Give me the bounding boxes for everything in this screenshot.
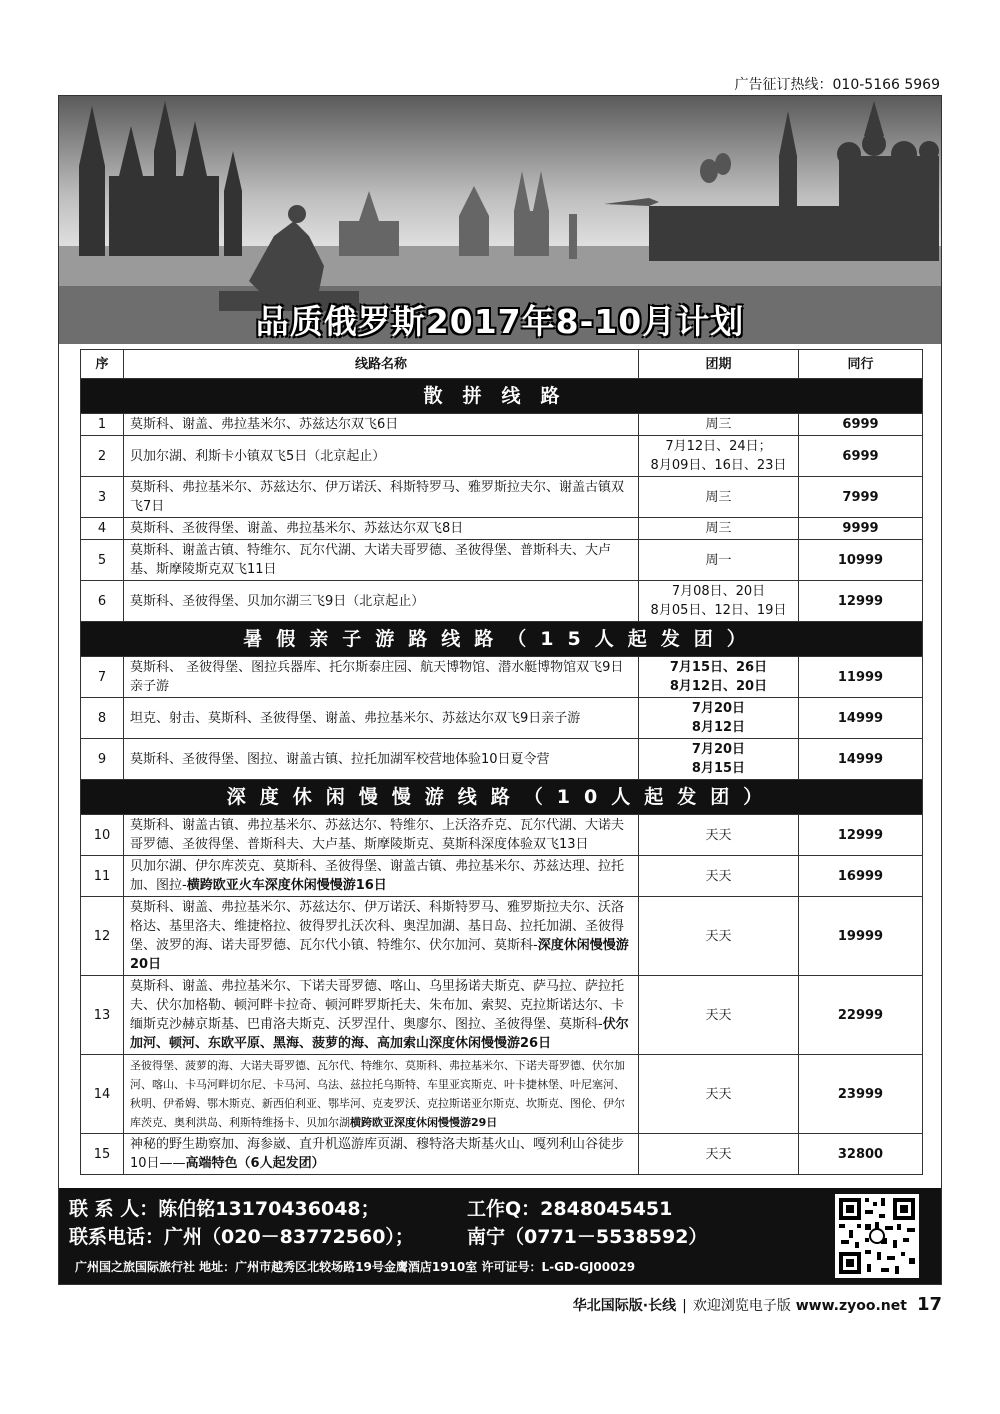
contact-line-1 — [69, 1194, 673, 1221]
route-name: 莫斯科、圣彼得堡、贝加尔湖三飞9日（北京起止） — [124, 581, 639, 622]
route-no: 10 — [81, 815, 124, 856]
table-row — [81, 856, 923, 897]
route-price: 14999 — [799, 739, 923, 780]
contact-bar — [59, 1188, 941, 1284]
period-line-1: 7月20日 — [691, 742, 746, 757]
route-no: 6 — [81, 581, 124, 622]
route-name — [124, 856, 639, 897]
ad-frame — [58, 95, 942, 1285]
route-name: 莫斯科、圣彼得堡、图拉、谢盖古镇、拉托加湖军校营地体验10日夏令营 — [124, 739, 639, 780]
route-price: 32800 — [799, 1134, 923, 1175]
route-price: 22999 — [799, 976, 923, 1055]
table-row — [81, 815, 923, 856]
welcome-text: 欢迎浏览电子版 — [692, 1298, 791, 1314]
table-row — [81, 540, 923, 581]
route-name: 莫斯科、谢盖古镇、弗拉基米尔、苏兹达尔、特维尔、上沃洛乔克、瓦尔代湖、大诺夫哥罗德、圣彼得堡、普斯科夫、大卢基、斯摩陵斯克、莫斯科深度体验双飞13日 — [124, 815, 639, 856]
period-line-2: 8月09日、16日、23日 — [650, 458, 787, 473]
route-no: 8 — [81, 698, 124, 739]
route-no: 1 — [81, 414, 124, 436]
route-period: 天天 — [639, 815, 799, 856]
section-header-leisure: 深度休闲慢慢游线路（10人起发团） — [81, 780, 923, 815]
route-price: 12999 — [799, 815, 923, 856]
route-period: 天天 — [639, 1134, 799, 1175]
routes-table — [80, 349, 923, 1175]
header-period: 团期 — [639, 350, 799, 379]
route-name: 坦克、射击、莫斯科、圣彼得堡、谢盖、弗拉基米尔、苏兹达尔双飞9日亲子游 — [124, 698, 639, 739]
route-price: 6999 — [799, 414, 923, 436]
period-line-1: 7月20日 — [691, 701, 746, 716]
route-price: 14999 — [799, 698, 923, 739]
banner-image — [59, 96, 941, 344]
period-line-1: 7月08日、20日 — [671, 584, 766, 599]
table-row — [81, 436, 923, 477]
route-period: 天天 — [639, 897, 799, 976]
table-row — [81, 976, 923, 1055]
section-header-family: 暑假亲子游路线路（15人起发团） — [81, 622, 923, 657]
route-price: 16999 — [799, 856, 923, 897]
route-no: 7 — [81, 657, 124, 698]
route-name: 莫斯科、弗拉基米尔、苏兹达尔、伊万诺沃、科斯特罗马、雅罗斯拉夫尔、谢盖古镇双飞7日 — [124, 477, 639, 518]
qr-code-icon[interactable] — [835, 1194, 919, 1278]
route-name — [124, 976, 639, 1055]
route-name — [124, 1055, 639, 1134]
route-name-text: 神秘的野生勘察加、海参崴、直升机巡游库页湖、穆特洛夫斯基火山、嘎列利山谷徒步10日—— — [130, 1137, 625, 1171]
company-info: 广州国之旅国际旅行社 地址：广州市越秀区北较场路19号金鹰酒店1910室 许可证号：L-GD-GJ00029 — [75, 1260, 636, 1274]
route-period: 周三 — [639, 414, 799, 436]
table-row — [81, 581, 923, 622]
route-name — [124, 1134, 639, 1175]
route-no: 4 — [81, 518, 124, 540]
route-price: 19999 — [799, 897, 923, 976]
route-no: 12 — [81, 897, 124, 976]
table-row — [81, 1055, 923, 1134]
route-name — [124, 897, 639, 976]
route-period — [639, 657, 799, 698]
section-header-group: 散拼线路 — [81, 379, 923, 414]
footer-separator: | — [682, 1298, 687, 1314]
contact-phone: 联系电话：广州（020－83772560）； — [69, 1226, 414, 1248]
route-price: 10999 — [799, 540, 923, 581]
table-row — [81, 477, 923, 518]
header-no: 序 — [81, 350, 124, 379]
route-period — [639, 698, 799, 739]
contact-line-2 — [69, 1222, 708, 1249]
route-period: 周一 — [639, 540, 799, 581]
page-number: 17 — [916, 1294, 942, 1315]
page-footer — [573, 1294, 942, 1315]
route-price: 23999 — [799, 1055, 923, 1134]
route-price: 11999 — [799, 657, 923, 698]
header-price: 同行 — [799, 350, 923, 379]
period-line-2: 8月12日、20日 — [669, 679, 768, 694]
route-price: 12999 — [799, 581, 923, 622]
route-period: 周三 — [639, 477, 799, 518]
route-no: 2 — [81, 436, 124, 477]
route-name-text: 圣彼得堡、菠萝的海、大诺夫哥罗德、瓦尔代、特维尔、莫斯科、弗拉基米尔、下诺夫哥罗德、伏尔加河、喀山、卡马河畔切尔尼、卡马河、乌法、兹拉托乌斯特、车里亚宾斯克、叶卡捷林堡、叶尼塞河、秋明、伊希姆、鄂木斯克、新西伯利亚、鄂毕河、克麦罗沃、克拉斯诺亚尔斯克、坎斯克、图伦、伊尔库茨克、奥利洪岛、利斯特维扬卡、贝加尔湖 — [130, 1059, 625, 1129]
table-row — [81, 1134, 923, 1175]
route-no: 13 — [81, 976, 124, 1055]
table-row — [81, 657, 923, 698]
route-period: 天天 — [639, 1055, 799, 1134]
route-name-text: 莫斯科、谢盖、弗拉基米尔、下诺夫哥罗德、喀山、乌里扬诺夫斯克、萨马拉、萨拉托夫、伏尔加格勒、顿河畔卡拉奇、顿河畔罗斯托夫、朱布加、索契、克拉斯诺达尔、卡缅斯克沙赫京斯基、巴甫洛夫斯克、沃罗涅什、奥廖尔、图拉、圣彼得堡、莫斯科- — [130, 979, 625, 1032]
route-name-highlight: 伏尔加河、顿河、东欧平原、黑海、菠萝的海、高加索山深度休闲慢慢游26日 — [130, 1017, 629, 1051]
route-name-text: 莫斯科、谢盖、弗拉基米尔、苏兹达尔、伊万诺沃、科斯特罗马、雅罗斯拉夫尔、沃洛格达、基里洛夫、维捷格拉、彼得罗扎沃次科、奥涅加湖、基日岛、拉托加湖、圣彼得堡、波罗的海、诺夫哥罗德、瓦尔代小镇、特维尔、伏尔加河、莫斯科- — [130, 900, 625, 953]
period-line-2: 8月12日 — [691, 720, 746, 735]
route-period: 天天 — [639, 976, 799, 1055]
edition-label: 华北国际版·长线 — [572, 1298, 677, 1314]
route-name-highlight: 横跨欧亚深度休闲慢慢游29日 — [350, 1116, 498, 1129]
route-no: 3 — [81, 477, 124, 518]
route-price: 6999 — [799, 436, 923, 477]
route-price: 9999 — [799, 518, 923, 540]
route-no: 11 — [81, 856, 124, 897]
route-name: 莫斯科、 圣彼得堡、图拉兵器库、托尔斯泰庄园、航天博物馆、潜水艇博物馆双飞9日亲子游 — [124, 657, 639, 698]
route-no: 15 — [81, 1134, 124, 1175]
table-row — [81, 739, 923, 780]
header-name: 线路名称 — [124, 350, 639, 379]
route-period — [639, 739, 799, 780]
website-link[interactable]: www.zyoo.net — [795, 1298, 907, 1314]
table-row — [81, 414, 923, 436]
route-name: 贝加尔湖、利斯卡小镇双飞5日（北京起止） — [124, 436, 639, 477]
period-line-2: 8月05日、12日、19日 — [650, 603, 787, 618]
route-name: 莫斯科、谢盖古镇、特维尔、瓦尔代湖、大诺夫哥罗德、圣彼得堡、普斯科夫、大卢基、斯摩陵斯克双飞11日 — [124, 540, 639, 581]
route-name-highlight: 高端特色（6人起发团） — [185, 1156, 325, 1171]
period-line-1: 7月15日、26日 — [669, 660, 768, 675]
contact-nanning: 南宁（0771－5538592） — [467, 1226, 708, 1248]
route-name-highlight: 深度休闲慢慢游20日 — [130, 938, 629, 972]
route-period: 天天 — [639, 856, 799, 897]
route-name-text: 贝加尔湖、伊尔库茨克、莫斯科、圣彼得堡、谢盖古镇、弗拉基米尔、苏兹达理、拉托加、图拉- — [130, 859, 625, 893]
contact-person: 联 系 人：陈伯铭13170436048； — [69, 1198, 380, 1220]
banner-title: 品质俄罗斯2017年8-10月计划 — [255, 302, 745, 341]
table-row — [81, 897, 923, 976]
table-row — [81, 518, 923, 540]
route-name-highlight: 横跨欧亚火车深度休闲慢慢游16日 — [186, 878, 387, 893]
contact-qq: 工作Q：2848045451 — [467, 1198, 673, 1220]
route-price: 7999 — [799, 477, 923, 518]
route-period: 周三 — [639, 518, 799, 540]
route-period — [639, 436, 799, 477]
table-row — [81, 698, 923, 739]
route-name: 莫斯科、圣彼得堡、谢盖、弗拉基米尔、苏兹达尔双飞8日 — [124, 518, 639, 540]
table-header-row — [81, 350, 923, 379]
route-no: 9 — [81, 739, 124, 780]
route-no: 14 — [81, 1055, 124, 1134]
ad-hotline: 广告征订热线：010-5166 5969 — [734, 77, 940, 93]
period-line-1: 7月12日、24日； — [665, 439, 772, 454]
period-line-2: 8月15日 — [691, 761, 746, 776]
route-name: 莫斯科、谢盖、弗拉基米尔、苏兹达尔双飞6日 — [124, 414, 639, 436]
route-no: 5 — [81, 540, 124, 581]
route-period — [639, 581, 799, 622]
